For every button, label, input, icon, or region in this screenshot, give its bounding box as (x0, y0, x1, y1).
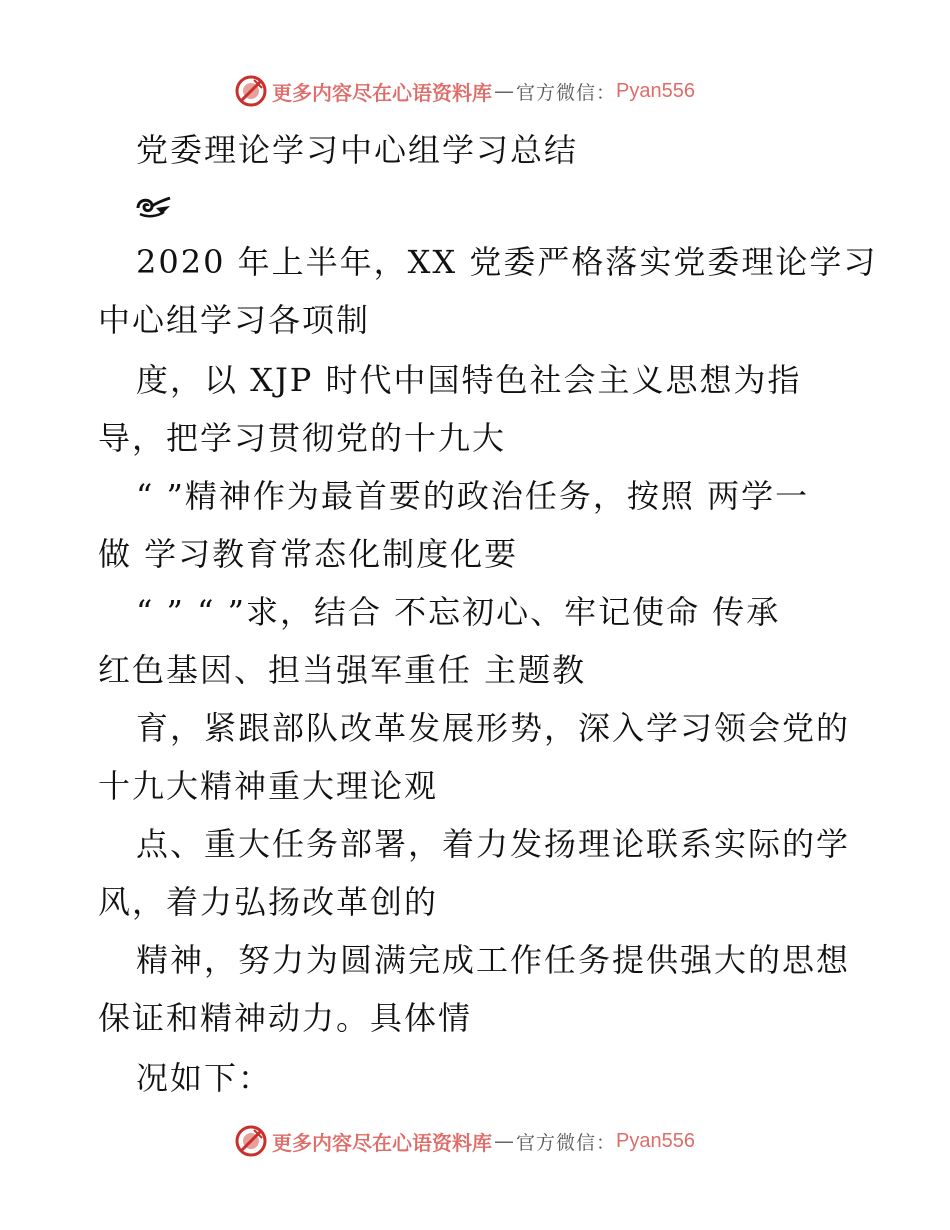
body-line: 2020 年上半年，XX 党委严格落实党委理论学习 (136, 243, 878, 281)
body-line: 点、重大任务部署，着力发扬理论联系实际的学 (136, 825, 851, 863)
watermark-dash: — (494, 79, 514, 103)
body-line: 做 学习教育常态化制度化要 (98, 535, 519, 573)
body-line: 十九大精神重大理论观 (98, 767, 439, 805)
body-line: 精神，努力为圆满完成工作任务提供强大的思想 (136, 941, 851, 979)
watermark-wechat-label: 官方微信： (516, 1131, 617, 1154)
watermark-wechat-id: Pyan556 (616, 79, 695, 102)
body-line: 红色基因、担当强军重任 主题教 (98, 651, 587, 689)
logo-icon (234, 74, 268, 108)
swirl-ornament-icon (134, 192, 174, 220)
body-line: “ ”精神作为最首要的政治任务，按照 两学一 (136, 477, 810, 515)
body-line: 中心组学习各项制 (98, 301, 371, 339)
watermark-banner-top (0, 70, 950, 110)
body-line: 况如下： (136, 1059, 273, 1097)
document-title: 党委理论学习中心组学习总结 (136, 131, 579, 169)
logo-icon (234, 1124, 268, 1158)
body-line: 育，紧跟部队改革发展形势，深入学习领会党的 (136, 709, 851, 747)
body-line: 导，把学习贯彻党的十九大 (98, 419, 507, 457)
body-line: 度，以 XJP 时代中国特色社会主义思想为指 (136, 361, 802, 399)
watermark-wechat-label: 官方微信： (516, 81, 617, 104)
watermark-wechat-id: Pyan556 (616, 1129, 695, 1152)
body-line: “ ” “ ”求，结合 不忘初心、牢记使命 传承 (136, 593, 781, 631)
body-line: 保证和精神动力。具体情 (98, 999, 473, 1037)
watermark-banner-bottom (0, 1120, 950, 1160)
watermark-text: 更多内容尽在心语资料库 (272, 1130, 492, 1155)
watermark-dash: — (494, 1129, 514, 1153)
body-line: 风，着力弘扬改革创的 (98, 883, 439, 921)
watermark-text: 更多内容尽在心语资料库 (272, 80, 492, 105)
